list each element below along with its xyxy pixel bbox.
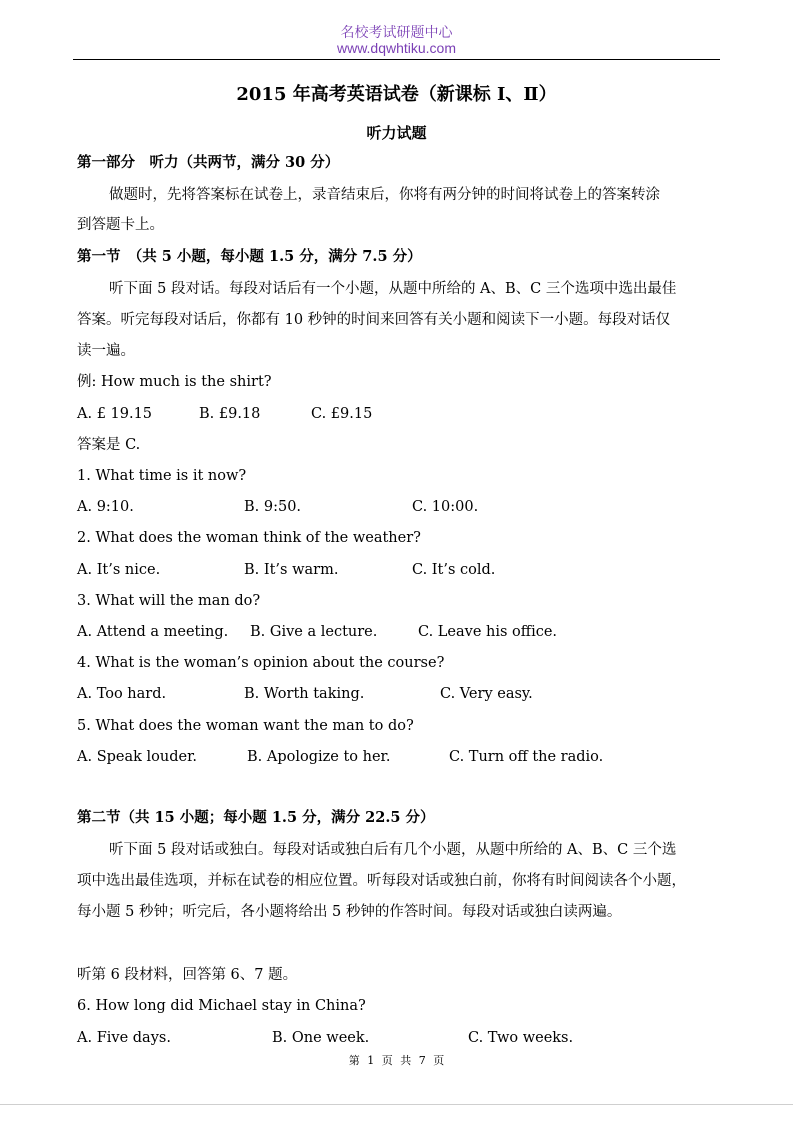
section1-instruction-line1: 听下面 5 段对话。每段对话后有一个小题，从题中所给的 A、B、C 三个选项中选出最佳 [109,281,677,297]
question-2: 2. What does the woman think of the weather? [77,530,421,546]
footer-page-word: 页 [381,1054,393,1067]
part1-heading: 第一部分 听力（共两节，满分 30 分） [77,154,340,171]
page-footer [0,1052,793,1068]
footer-suffix: 页 [433,1054,445,1067]
question-4-option-c: C. Very easy. [440,686,533,702]
question-1: 1. What time is it now? [77,468,247,484]
question-4-option-b: B. Worth taking. [244,686,365,702]
question-3-option-b: B. Give a lecture. [250,624,378,640]
section2-heading: 第二节（共 15 小题；每小题 1.5 分，满分 22.5 分） [77,809,435,826]
header-divider [73,59,720,60]
question-6: 6. How long did Michael stay in China? [77,998,366,1014]
example-question: 例: How much is the shirt? [77,374,272,390]
example-option-a: A. £ 19.15 [77,406,153,422]
question-1-option-b: B. 9:50. [244,499,302,515]
question-4: 4. What is the woman’s opinion about the course? [77,655,445,671]
question-6-option-a: A. Five days. [77,1030,171,1046]
section2-instruction-line1: 听下面 5 段对话或独白。每段对话或独白后有几个小题，从题中所给的 A、B、C 三个选 [109,842,677,858]
example-option-b: B. £9.18 [199,406,261,422]
question-3-option-c: C. Leave his office. [418,624,558,640]
question-5-option-c: C. Turn off the radio. [449,749,604,765]
question-1-option-a: A. 9:10. [77,499,134,515]
question-3: 3. What will the man do? [77,593,261,609]
site-header-name: 名校考试研题中心 [340,25,453,41]
question-5: 5. What does the woman want the man to do? [77,718,414,734]
question-6-option-b: B. One week. [272,1030,370,1046]
question-4-option-a: A. Too hard. [77,686,167,702]
example-answer: 答案是 C. [77,437,141,453]
page-title: 2015 年高考英语试卷（新课标 I、Ⅱ） [236,84,557,105]
question-2-option-b: B. It’s warm. [244,562,339,578]
section1-instruction-line2: 答案。听完每段对话后，你都有 10 秒钟的时间来回答有关小题和阅读下一小题。每段对话仅 [77,312,671,328]
question-3-option-a: A. Attend a meeting. [77,624,229,640]
footer-total-word: 共 [400,1054,412,1067]
footer-total-pages: 7 [418,1054,426,1067]
site-header-url[interactable]: www.dqwhtiku.com [336,40,457,56]
question-2-option-a: A. It’s nice. [77,562,161,578]
question-6-option-c: C. Two weeks. [468,1030,574,1046]
page-bottom-divider [0,1104,793,1105]
question-5-option-a: A. Speak louder. [77,749,198,765]
section2-instruction-line3: 每小题 5 秒钟；听完后，各小题将给出 5 秒钟的作答时间。每段对话或独白读两遍。 [77,904,622,920]
footer-page-number: 1 [367,1054,375,1067]
section1-instruction-line3: 读一遍。 [77,343,135,359]
question-5-option-b: B. Apologize to her. [247,749,391,765]
part1-instruction-line2: 到答题卡上。 [77,217,164,233]
section2-instruction-line2: 项中选出最佳选项，并标在试卷的相应位置。听每段对话或独白前，你将有时间阅读各个小题， [77,873,686,889]
part1-instruction-line1: 做题时，先将答案标在试卷上，录音结束后，你将有两分钟的时间将试卷上的答案转涂 [109,187,660,203]
question-2-option-c: C. It’s cold. [412,562,496,578]
material-6-note: 听第 6 段材料，回答第 6、7 题。 [77,967,298,983]
footer-prefix: 第 [348,1054,360,1067]
question-1-option-c: C. 10:00. [412,499,479,515]
example-option-c: C. £9.15 [311,406,373,422]
section1-heading: 第一节 （共 5 小题，每小题 1.5 分，满分 7.5 分） [77,248,422,265]
page-subtitle: 听力试题 [366,124,427,142]
